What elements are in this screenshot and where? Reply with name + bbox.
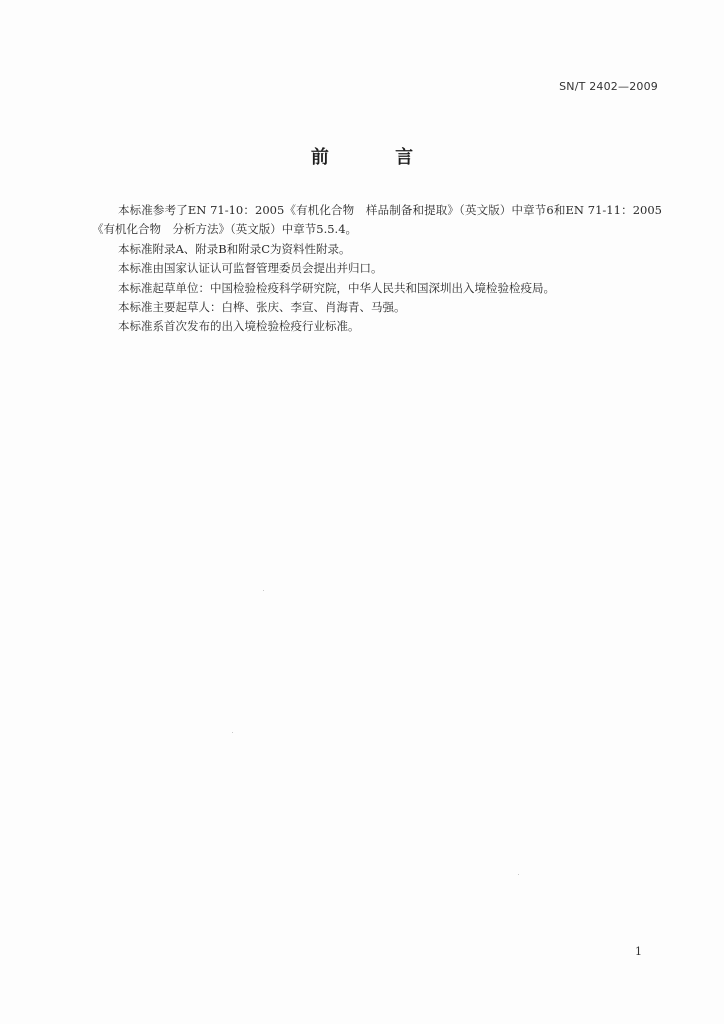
page-number: 1 <box>635 945 642 958</box>
paragraph-drafting-units: 本标准起草单位：中国检验检疫科学研究院，中华人民共和国深圳出入境检验检疫局。 <box>118 280 555 295</box>
page-title: 前 言 <box>310 147 444 168</box>
paragraph-proposer: 本标准由国家认证认可监督管理委员会提出并归口。 <box>118 261 383 276</box>
scan-speck <box>263 590 264 591</box>
paragraph-drafters: 本标准主要起草人：白桦、张庆、李宣、肖海青、马强。 <box>118 300 406 315</box>
paragraph-first-release: 本标准系首次发布的出入境检验检疫行业标准。 <box>118 319 360 334</box>
scan-speck <box>232 732 233 733</box>
paragraph-appendix: 本标准附录A、附录B和附录C为资料性附录。 <box>118 241 351 256</box>
standard-code: SN/T 2402—2009 <box>559 80 658 93</box>
paragraph-reference: 本标准参考了EN 71-10：2005《有机化合物 样品制备和提取》（英文版）中章节6和EN 71-11：2005《有机化合物 分析方法》（英文版）中章节5.5.4。 <box>92 203 662 237</box>
foreword-body <box>92 201 662 337</box>
scan-speck <box>518 874 519 875</box>
